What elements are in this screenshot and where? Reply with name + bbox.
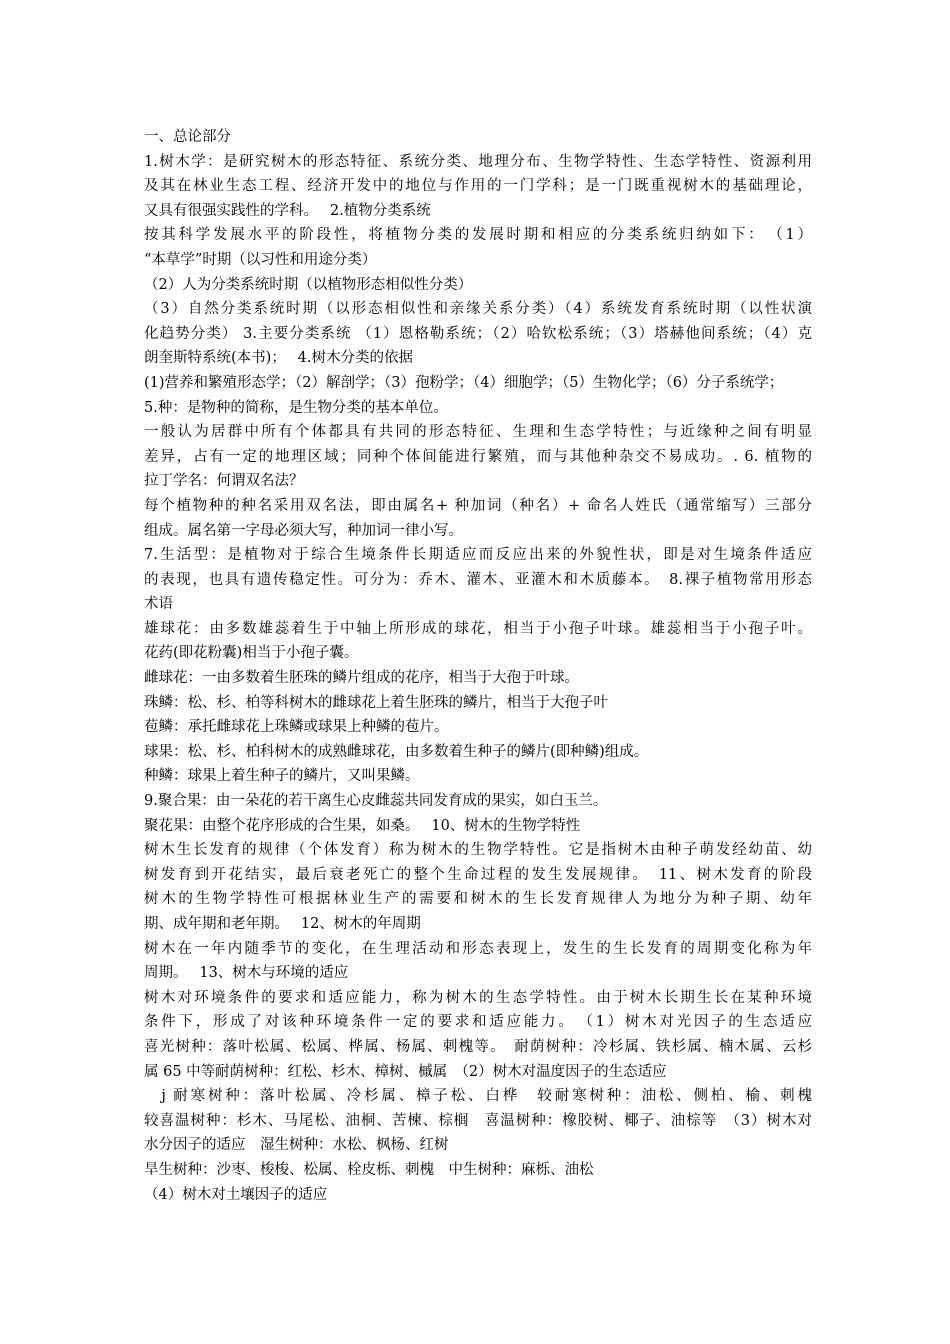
text-line: 及其在林业生态工程、经济开发中的地位与作用的一门学科；是一门既重视树木的基础理论，: [144, 178, 812, 195]
text-line: 花药(即花粉囊)相当于小孢子囊。: [144, 645, 359, 662]
text-line: 树发育到开花结实，最后衰老死亡的整个生命过程的发生发展规律。 11、树木发育的阶段: [144, 866, 812, 883]
text-line: （3）自然分类系统时期（以形态相似性和亲缘关系分类）（4）系统发育系统时期（以性状演: [144, 301, 812, 318]
text-line: 珠鳞：松、杉、柏等科树木的雌球花上着生胚珠的鳞片，相当于大孢子叶: [144, 694, 608, 711]
section-heading: 一、总论部分: [144, 129, 231, 145]
text-line: 周期。 13、树木与环境的适应: [144, 965, 349, 982]
text-line: j 耐寒树种：落叶松属、冷杉属、樟子松、白桦 较耐寒树种：油松、侧柏、榆、刺槐: [144, 1088, 812, 1105]
text-line: 化趋势分类） 3.主要分类系统 （1）恩格勒系统；（2）哈钦松系统；（3）塔赫他间系统；（4）克: [144, 325, 812, 342]
text-line: 按其科学发展水平的阶段性，将植物分类的发展时期和相应的分类系统归纳如下： （1）: [144, 227, 812, 244]
text-line: 球果：松、杉、柏科树木的成熟雌球花，由多数着生种子的鳞片(即种鳞)组成。: [144, 743, 649, 760]
text-line: 1.树木学：是研究树木的形态特征、系统分类、地理分布、生物学特性、生态学特性、资源利用: [144, 153, 812, 170]
text-line: (1)营养和繁殖形态学；（2）解剖学；（3）孢粉学；（4）细胞学；（5）生物化学；（6）分子系统学；: [144, 374, 784, 391]
text-line: 一般认为居群中所有个体都具有共同的形态特征、生理和生态学特性；与近缘种之间有明显: [144, 424, 812, 441]
text-line: 朗奎斯特系统(本书)； 4.树木分类的依据: [144, 350, 414, 367]
text-line: 雄球花：由多数雄蕊着生于中轴上所形成的球花，相当于小孢子叶球。雄蕊相当于小孢子叶。: [144, 620, 812, 637]
text-line: 差异，占有一定的地理区域；同种个体间能进行繁殖，而与其他种杂交不易成功。. 6. 植物的: [144, 448, 812, 465]
text-line: 每个植物种的种名采用双名法，即由属名+ 种加词（种名）+ 命名人姓氏（通常缩写）三部分: [144, 497, 812, 514]
text-line: 5.种：是物种的简称，是生物分类的基本单位。: [144, 399, 448, 416]
text-line: 组成。属名第一字母必须大写，种加词一律小写。: [144, 522, 463, 539]
text-line: 树木在一年内随季节的变化，在生理活动和形态表现上，发生的生长发育的周期变化称为年: [144, 940, 812, 957]
text-line: 树木的生物学特性可根据林业生产的需要和树木的生长发育规律人为地分为种子期、幼年: [144, 891, 812, 908]
text-line: 条件下，形成了对该种环境条件一定的要求和适应能力。 （1）树木对光因子的生态适应: [144, 1014, 812, 1031]
text-line: 树木对环境条件的要求和适应能力，称为树木的生态学特性。由于树木长期生长在某种环境: [144, 989, 812, 1006]
text-line: 雌球花：一由多数着生胚珠的鳞片组成的花序，相当于大孢于叶球。: [144, 670, 579, 687]
text-line: 9.聚合果：由一朵花的若干离生心皮雌蕊共同发育成的果实，如白玉兰。: [144, 793, 608, 810]
text-line: 较喜温树种：杉木、马尾松、油桐、苦楝、棕榈 喜温树种：橡胶树、椰子、油棕等 （3）树木对: [144, 1112, 812, 1129]
text-line: 聚花果：由整个花序形成的合生果，如桑。 10、树木的生物学特性: [144, 817, 581, 834]
text-line: 属 65 中等耐荫树种：红松、杉木、樟树、槭属 （2）树木对温度因子的生态适应: [144, 1063, 667, 1080]
text-line: 种鳞：球果上着生种子的鳞片，又叫果鳞。: [144, 768, 420, 785]
text-line: 期、成年期和老年期。 12、树木的年周期: [144, 916, 421, 932]
text-line: 拉丁学名：何谓双名法？: [144, 473, 304, 490]
text-line: 7.生活型：是植物对于综合生境条件长期适应而反应出来的外貌性状，即是对生境条件适应: [144, 547, 812, 564]
text-line: 水分因子的适应 湿生树种：水松、枫杨、红树: [144, 1137, 449, 1154]
text-line: 的表现，也具有遗传稳定性。可分为：乔木、灌木、亚灌木和木质藤本。 8.裸子植物常用形态: [144, 571, 812, 588]
text-line: （4）树木对土壤因子的适应: [144, 1186, 328, 1203]
text-line: 喜光树种：落叶松属、松属、桦属、杨属、刺槐等。 耐荫树种：冷杉属、铁杉属、楠木属、云杉: [144, 1038, 812, 1055]
text-line: （2）人为分类系统时期（以植物形态相似性分类）: [144, 276, 473, 293]
document-body: [144, 125, 812, 1207]
text-line: 苞鳞：承托雌球花上珠鳞或球果上种鳞的苞片。: [144, 719, 449, 736]
text-line: 又具有很强实践性的学科。 2.植物分类系统: [144, 202, 431, 219]
text-line: 旱生树种：沙枣、梭梭、松属、栓皮栎、刺槐 中生树种：麻栎、油松: [144, 1161, 594, 1178]
text-line: 术语: [144, 596, 173, 613]
text-line: “本草学”时期（以习性和用途分类）: [144, 251, 377, 268]
text-line: 树木生长发育的规律（个体发育）称为树木的生物学特性。它是指树木由种子萌发经幼苗、幼: [144, 842, 812, 859]
